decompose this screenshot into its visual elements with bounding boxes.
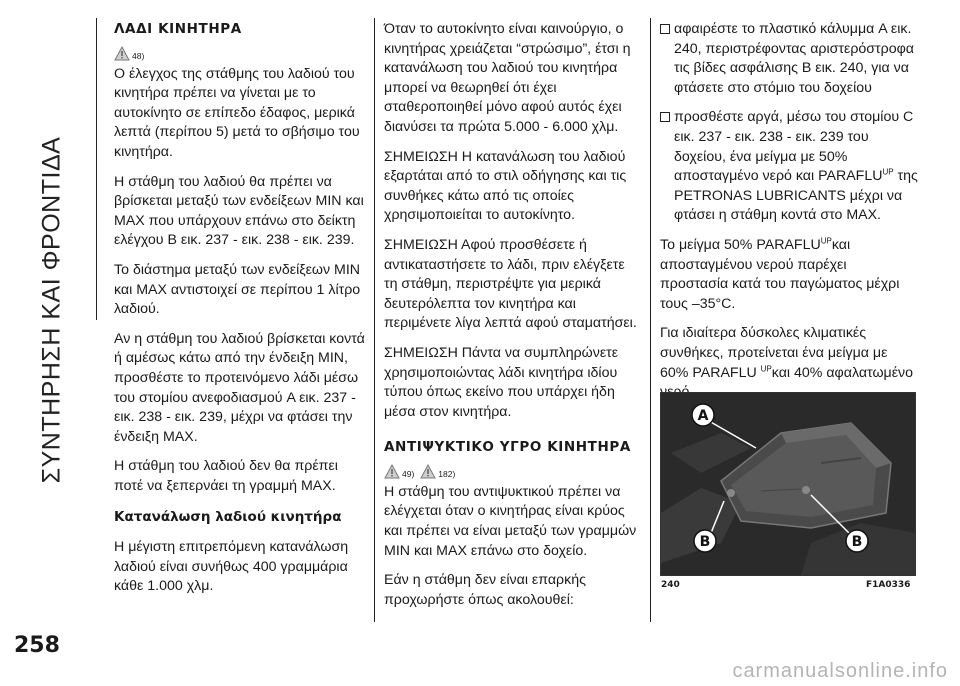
warning-ref-label: 182): [438, 468, 456, 479]
paragraph: ΣΗΜΕΙΩΣΗ Πάντα να συμπληρώνετε χρησιμοποιώντας λάδι κινητήρα ιδίου τύπου όπως εκείνο που υπάρχει ήδη μέσα στον κινητήρα.: [384, 344, 619, 420]
warning-ref: [384, 464, 638, 479]
list-item-text: προσθέστε αργά, μέσω του στομίου C εικ. 237 - εικ. 238 - εικ. 239 του δοχείου, ένα μείγμα με 50% αποσταγμένο νερό και $PARAFLU^{UP}$ της PETRONAS LUBRICANTS μέχρι να φτάσει η στάθμη κοντά στο MAX.: [674, 109, 918, 224]
figure-label-a: A: [697, 408, 709, 424]
column-3: [660, 20, 918, 413]
column-divider: [374, 18, 375, 622]
heading-engine-oil: ΛΑΔΙ ΚΙΝΗΤΗΡΑ: [114, 21, 242, 37]
paragraph: Ο έλεγχος της στάθμης του λαδιού του κινητήρα πρέπει να γίνεται με το αυτοκίνητο σε επίπεδο έδαφος, μερικά λεπτά (περίπου 5) μετά το σβήσιμο του κινητήρα.: [114, 65, 360, 160]
paragraph: Εάν η στάθμη δεν είναι επαρκής προχωρήστε όπως ακολουθεί:: [384, 572, 586, 608]
figure-number: 240: [661, 580, 680, 590]
heading-coolant: ΑΝΤΙΨΥΚΤΙΚΟ ΥΓΡΟ ΚΙΝΗΤΗΡΑ: [384, 439, 631, 456]
figure-code: F1A0336: [866, 580, 911, 590]
list-item-text: αφαιρέστε το πλαστικό κάλυμμα A εικ. 240, περιστρέφοντας αριστερόστροφα τις βίδες ασφάλισης B εικ. 240, για να φτάσετε στο στόμιο του δοχείου: [674, 21, 915, 96]
side-divider: [96, 18, 97, 320]
warning-ref: [114, 46, 366, 61]
paragraph: Για ιδιαίτερα δύσκολες κλιματικές συνθήκες, προτείνεται ένα μείγμα με 60% PARAFLU $^{UP}$και 40% αφαλατωμένο: [660, 325, 913, 381]
warning-ref-label: 48): [132, 50, 145, 61]
warning-ref-label: 49): [402, 468, 415, 479]
column-2: [384, 20, 638, 620]
column-divider: [650, 18, 651, 622]
column-1: [114, 20, 366, 607]
paragraph: Το μείγμα 50% $PARAFLU^{UP}\kappa\alpha\iota$ αποσταγμένου νερού παρέχει προστασία κατά του παγώματος μέχρι τους –35°C.: [660, 236, 900, 312]
list-item: [660, 20, 918, 98]
checkbox-bullet-icon: [660, 24, 670, 34]
list-item: [660, 108, 918, 226]
warning-triangle-icon: [114, 46, 130, 61]
paragraph: Αν η στάθμη του λαδιού βρίσκεται κοντά ή αμέσως κάτω από την ένδειξη MIN, προσθέστε το προτεινόμενο λάδι μέσω του στομίου ανεφοδιασμού A εικ. 237 - εικ. 238 - εικ. 239, μέχρι να φτάσει την ένδειξη MAX.: [114, 330, 365, 445]
chapter-title: ΣΥΝΤΗΡΗΣΗ ΚΑΙ ΦΡΟΝΤΙΔΑ: [37, 136, 66, 484]
figure-label-b: B: [699, 534, 711, 550]
warning-triangle-icon: [420, 464, 436, 479]
paragraph: Το διάστημα μεταξύ των ενδείξεων MIN και MAX αντιστοιχεί σε περίπου 1 λίτρο λαδιού.: [114, 261, 361, 318]
watermark: carmanualsonline.info: [732, 659, 948, 682]
checkbox-bullet-icon: [660, 112, 670, 122]
figure-label-b: B: [851, 534, 863, 550]
paragraph: Η στάθμη του λαδιού δεν θα πρέπει ποτέ να ξεπερνάει τη γραμμή MAX.: [114, 458, 338, 494]
subheading-oil-consumption: Κατανάλωση λαδιού κινητήρα: [114, 509, 342, 526]
paragraph: Η στάθμη του λαδιού θα πρέπει να βρίσκεται μεταξύ των ενδείξεων MIN και MAX που υπάρχουν επάνω στο δείκτη ελέγχου B εικ. 237 - εικ. 238 - εικ. 239.: [114, 173, 364, 249]
paragraph: Η μέγιστη επιτρεπόμενη κατανάλωση λαδιού είναι συνήθως 400 γραμμάρια κάθε 1.000 χλμ.: [114, 539, 349, 595]
paragraph: ΣΗΜΕΙΩΣΗ Η κατανάλωση του λαδιού εξαρτάται από το στιλ οδήγησης και τις συνθήκες κάτω από τις οποίες χρησιμοποιείται το αυτοκίνητο.: [384, 148, 627, 224]
paragraph: ΣΗΜΕΙΩΣΗ Αφού προσθέσετε ή αντικαταστήσετε το λάδι, πριν ελέγξετε τη στάθμη, περιστρέψτε για μερικά δευτερόλεπτα τον κινητήρα και περιμένετε λίγα λεπτά αφού σταματήσει.: [384, 236, 637, 332]
page-number: 258: [14, 633, 60, 658]
warning-triangle-icon: [384, 464, 400, 479]
paragraph: Η στάθμη του αντιψυκτικού πρέπει να ελέγχεται όταν ο κινητήρας είναι κρύος και πρέπει να είναι μεταξύ των γραμμών MIN και MAX επάνω στο δοχείο.: [384, 483, 637, 559]
figure-240-coolant-cover: [660, 392, 916, 576]
paragraph: Όταν το αυτοκίνητο είναι καινούργιο, ο κινητήρας χρειάζεται “στρώσιμο”, έτσι η κατανάλωση του λαδιού του κινητήρα μπορεί να θεωρηθεί ότι έχει σταθεροποιηθεί μόνο αφού αυτός έχει διανύσει τα πρώτα 5.000 - 6.000 χλμ.: [384, 21, 631, 135]
engine-bay-illustration: [661, 393, 915, 575]
